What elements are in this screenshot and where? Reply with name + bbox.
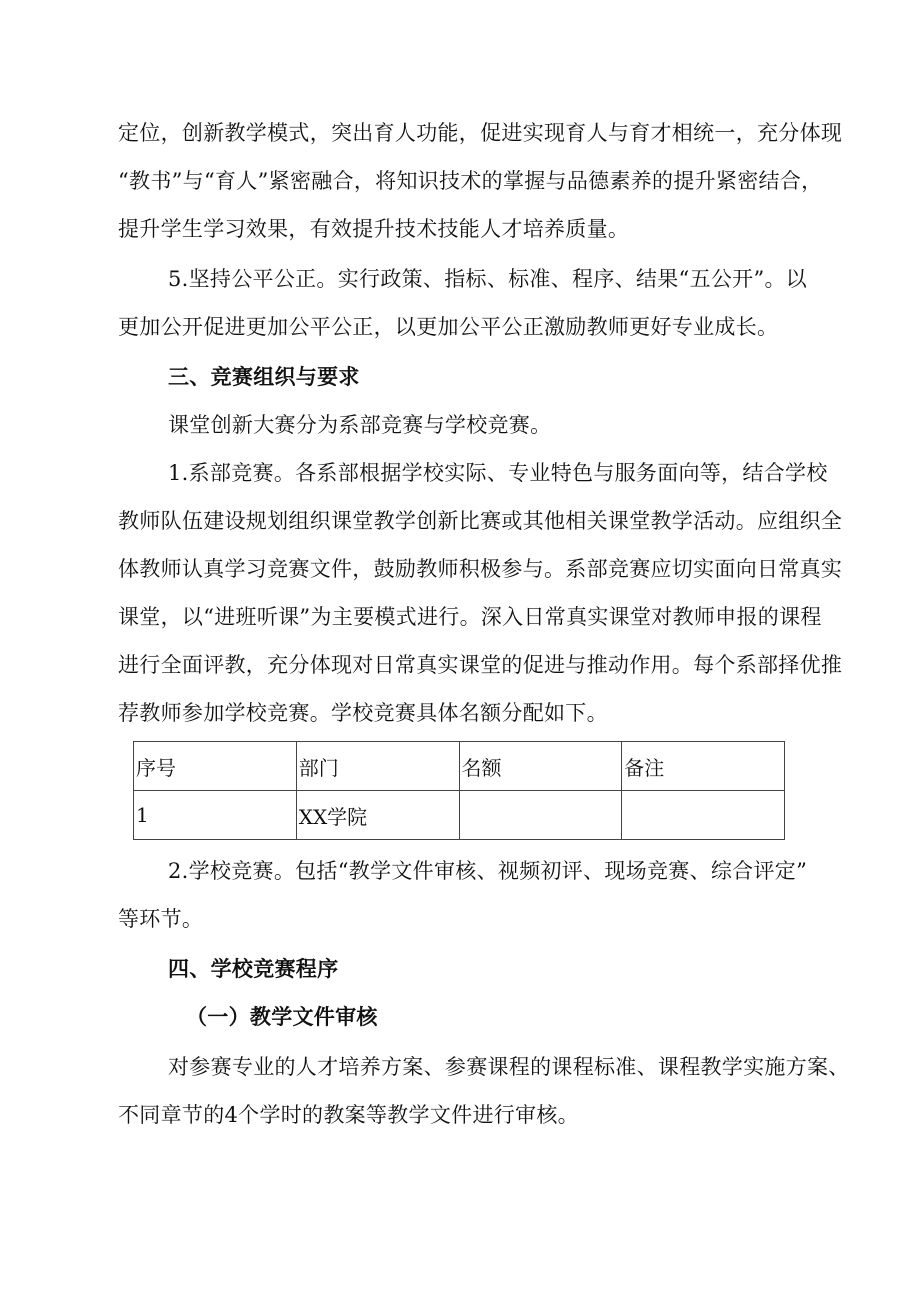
table-cell: 1 (134, 791, 297, 840)
paragraph-line: 提升学生学习效果，有效提升技术技能人才培养质量。 (118, 217, 630, 241)
table-header-cell: 部门 (296, 742, 459, 791)
paragraph-line: 5.坚持公平公正。实行政策、指标、标准、程序、结果“五公开”。以 (168, 267, 808, 291)
paragraph-line: 课堂，以“进班听课”为主要模式进行。深入日常真实课堂对教师申报的课程 (118, 605, 822, 629)
quota-table (133, 741, 785, 840)
paragraph-line: 课堂创新大赛分为系部竞赛与学校竞赛。 (168, 413, 552, 437)
table-cell: XX学院 (296, 791, 459, 840)
paragraph-line: 等环节。 (118, 907, 204, 931)
table-row (134, 791, 785, 840)
table-header-cell: 序号 (134, 742, 297, 791)
paragraph-line: “教书”与“育人”紧密融合，将知识技术的掌握与品德素养的提升紧密结合， (118, 169, 823, 193)
table-cell (622, 791, 785, 840)
paragraph-line: 荐教师参加学校竞赛。学校竞赛具体名额分配如下。 (118, 701, 608, 725)
paragraph-line: 定位，创新教学模式，突出育人功能，促进实现育人与育才相统一，充分体现 (118, 121, 843, 145)
paragraph-line: 更加公开促进更加公平公正，以更加公平公正激励教师更好专业成长。 (118, 315, 779, 339)
paragraph-line: 对参赛专业的人才培养方案、参赛课程的课程标准、课程教学实施方案、 (168, 1055, 850, 1079)
table-header-cell: 备注 (622, 742, 785, 791)
paragraph-line: 不同章节的4个学时的教案等教学文件进行审核。 (118, 1103, 579, 1127)
table-cell (459, 791, 622, 840)
paragraph-line: 1.系部竞赛。各系部根据学校实际、专业特色与服务面向等，结合学校 (168, 461, 828, 485)
section-heading: 四、学校竞赛程序 (168, 956, 339, 981)
table-header-cell: 名额 (459, 742, 622, 791)
subsection-heading: （一）教学文件审核 (186, 1004, 378, 1029)
section-heading: 三、竞赛组织与要求 (168, 364, 360, 389)
paragraph-line: 进行全面评教，充分体现对日常真实课堂的促进与推动作用。每个系部择优推 (118, 653, 843, 677)
table-header-row (134, 742, 785, 791)
paragraph-line: 2.学校竞赛。包括“教学文件审核、视频初评、现场竞赛、综合评定” (168, 859, 808, 883)
paragraph-line: 体教师认真学习竞赛文件，鼓励教师积极参与。系部竞赛应切实面向日常真实 (118, 557, 843, 581)
paragraph-line: 教师队伍建设规划组织课堂教学创新比赛或其他相关课堂教学活动。应组织全 (118, 509, 843, 533)
